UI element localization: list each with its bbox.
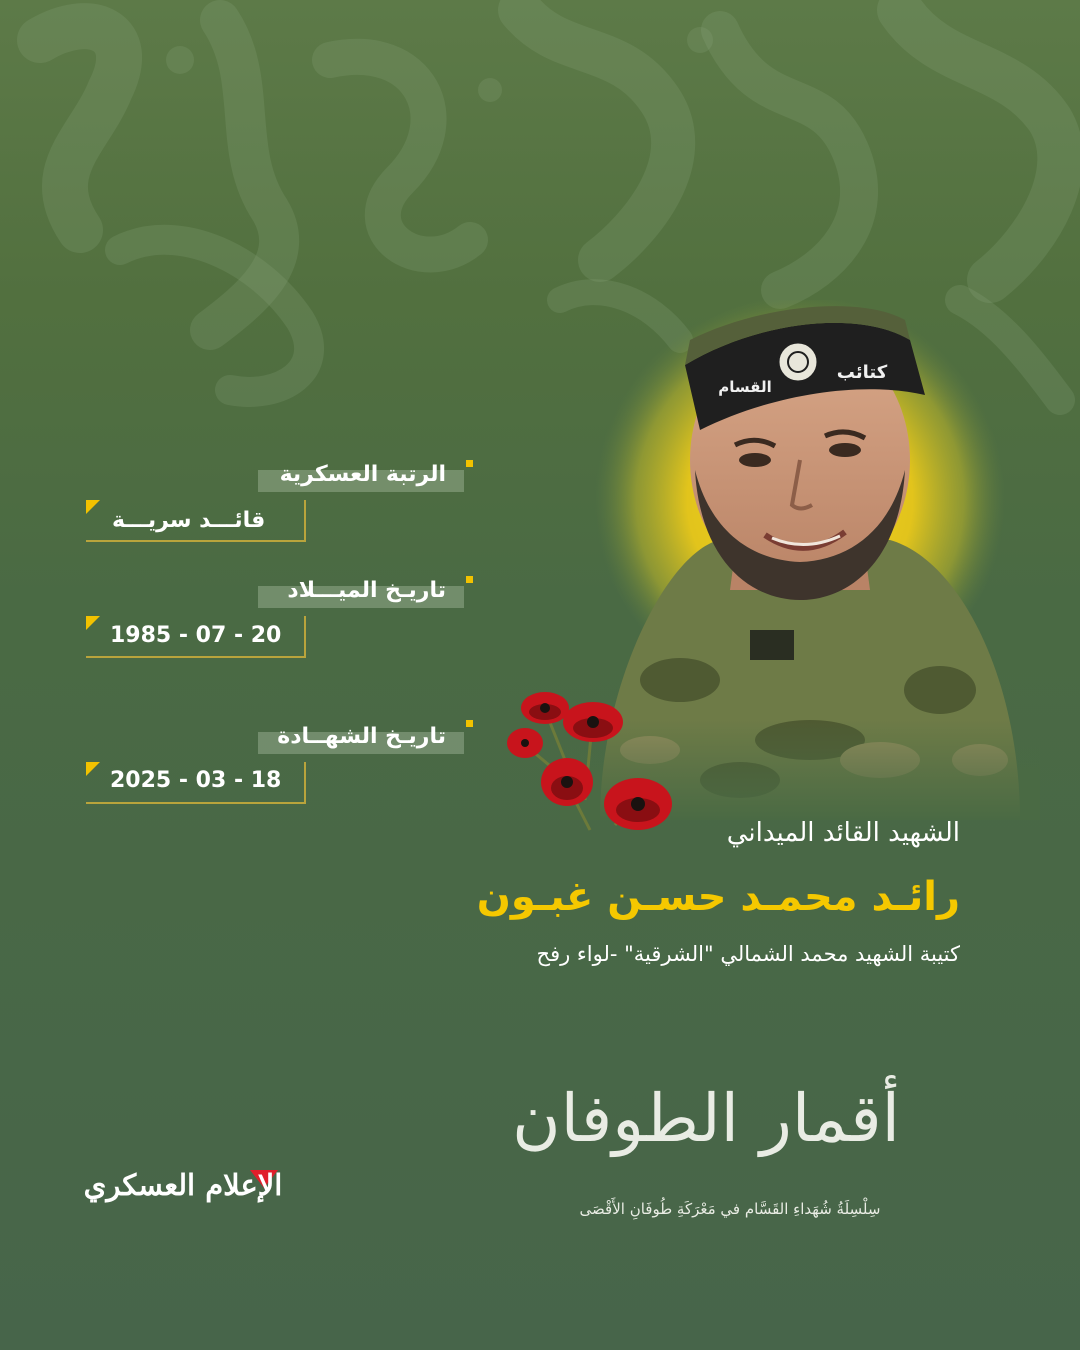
- headband-emblem: [778, 342, 818, 382]
- birth-bullet-icon: [466, 576, 473, 583]
- martyrdom-corner-icon: [86, 762, 100, 776]
- military-media-logo: الإعلام العسكري: [83, 1168, 283, 1202]
- martyrdom-bullet-icon: [466, 720, 473, 727]
- headband-text-right: كتائب: [836, 362, 888, 383]
- martyr-brigade: كتيبة الشهيد محمد الشمالي "الشرقية" -لواء رفح: [536, 942, 960, 966]
- rank-label: الرتبة العسكرية: [279, 462, 446, 487]
- series-logo-title: أقمار الطوفان: [512, 1080, 900, 1157]
- martyrdom-value: 2025 - 03 - 18: [110, 768, 282, 793]
- martyr-name: رائـد محمـد حسـن غبـون: [476, 874, 960, 920]
- martyr-title: الشهيد القائد الميداني: [726, 818, 960, 848]
- headband-text-left: القسام: [718, 378, 772, 396]
- birth-label: تاريـخ الميـــلاد: [287, 578, 446, 603]
- rank-corner-icon: [86, 500, 100, 514]
- poppy-flowers: [495, 680, 685, 840]
- rank-value: قائـــد سريـــة: [112, 508, 266, 533]
- birth-value: 1985 - 07 - 20: [110, 623, 282, 648]
- birth-corner-icon: [86, 616, 100, 630]
- series-logo-subtitle: سِلْسِلَةُ شُهَداءِ القَسَّام في مَعْرَكَةِ طُوفَانِ الأَقْصَى: [579, 1200, 881, 1218]
- martyrdom-label: تاريـخ الشهــادة: [277, 724, 446, 749]
- shirt-patch: [750, 630, 794, 660]
- rank-bullet-icon: [466, 460, 473, 467]
